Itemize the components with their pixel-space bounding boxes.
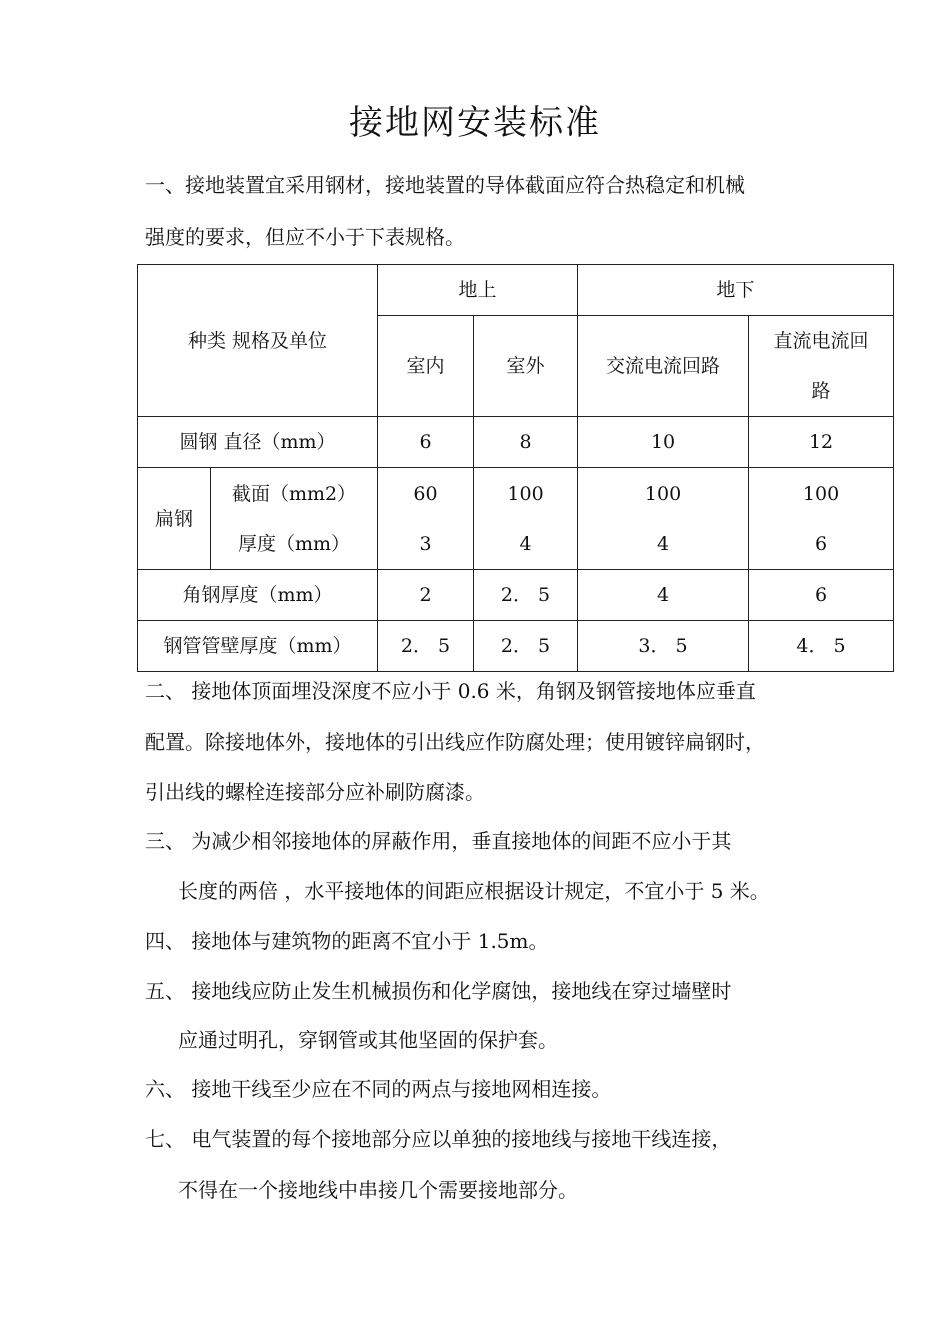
table-cell: 2． 5	[474, 570, 578, 621]
item-3-line-1: 三、 为减少相邻接地体的屏蔽作用，垂直接地体的间距不应小于其	[145, 829, 732, 853]
table-cell	[378, 468, 474, 570]
item-7-line-1: 七、 电气装置的每个接地部分应以单独的接地线与接地干线连接，	[145, 1127, 732, 1151]
table-cell: 12	[749, 417, 894, 468]
row-steel-pipe-label: 钢管管壁厚度（mm）	[138, 621, 378, 672]
table-cell: 6	[749, 570, 894, 621]
item-3-line-2: 长度的两倍 ，水平接地体的间距应根据设计规定，不宜小于 5 米。	[178, 879, 770, 903]
flat-section-value: 100	[802, 482, 840, 505]
row-angle-steel-label: 角钢厚度（mm）	[138, 570, 378, 621]
item-7-line-2: 不得在一个接地线中串接几个需要接地部分。	[178, 1178, 578, 1202]
flat-section-value: 100	[644, 482, 682, 505]
header-above-ground: 地上	[378, 265, 578, 316]
flat-section-value: 100	[507, 482, 544, 505]
item-2-line-2: 配置。除接地体外，接地体的引出线应作防腐处理；使用镀锌扁钢时，	[145, 730, 765, 754]
flat-steel-thickness-label: 厚度（mm）	[237, 532, 351, 555]
row-flat-steel-label: 扁钢	[138, 468, 211, 570]
header-below-ground: 地下	[578, 265, 894, 316]
flat-thickness-value: 4	[519, 532, 532, 555]
item-6-line-1: 六、 接地干线至少应在不同的两点与接地网相连接。	[145, 1077, 612, 1101]
document-title: 接地网安装标准	[349, 103, 601, 143]
row-round-steel-label: 圆钢 直径（mm）	[138, 417, 378, 468]
table-cell: 2． 5	[378, 621, 474, 672]
item-2-line-1: 二、 接地体顶面埋没深度不应小于 0.6 米，角钢及钢管接地体应垂直	[145, 679, 756, 703]
table-cell: 4	[578, 570, 749, 621]
subheader-ac-circuit: 交流电流回路	[578, 316, 749, 417]
header-type-spec: 种类 规格及单位	[138, 265, 378, 417]
flat-section-value: 60	[413, 482, 438, 505]
subheader-dc-circuit	[749, 316, 894, 417]
flat-steel-sublabels	[211, 468, 378, 570]
flat-thickness-value: 4	[656, 532, 670, 555]
table-cell: 4． 5	[749, 621, 894, 672]
table-cell: 6	[378, 417, 474, 468]
table-cell: 3． 5	[578, 621, 749, 672]
subheader-indoor: 室内	[378, 316, 474, 417]
item-5-line-1: 五、 接地线应防止发生机械损伤和化学腐蚀，接地线在穿过墙壁时	[145, 979, 732, 1003]
item-4-line-1: 四、 接地体与建筑物的距离不宜小于 1.5m。	[145, 929, 549, 953]
subheader-dc-line-2: 路	[811, 380, 831, 402]
table-cell: 8	[474, 417, 578, 468]
item-2-line-3: 引出线的螺栓连接部分应补刷防腐漆。	[145, 780, 485, 804]
intro-line-2: 强度的要求，但应不小于下表规格。	[145, 225, 465, 249]
table-cell	[578, 468, 749, 570]
table-cell	[749, 468, 894, 570]
table-cell: 2	[378, 570, 474, 621]
flat-steel-section-label: 截面（mm2）	[231, 482, 357, 505]
table-cell: 2． 5	[474, 621, 578, 672]
table-cell: 10	[578, 417, 749, 468]
flat-thickness-value: 3	[419, 532, 432, 555]
flat-thickness-value: 6	[814, 532, 828, 555]
table-cell	[474, 468, 578, 570]
intro-line-1: 一、接地装置宜采用钢材，接地装置的导体截面应符合热稳定和机械	[145, 173, 745, 197]
spec-table	[137, 264, 894, 672]
subheader-dc-line-1: 直流电流回	[773, 330, 869, 352]
subheader-outdoor: 室外	[474, 316, 578, 417]
item-5-line-2: 应通过明孔，穿钢管或其他坚固的保护套。	[178, 1028, 558, 1052]
